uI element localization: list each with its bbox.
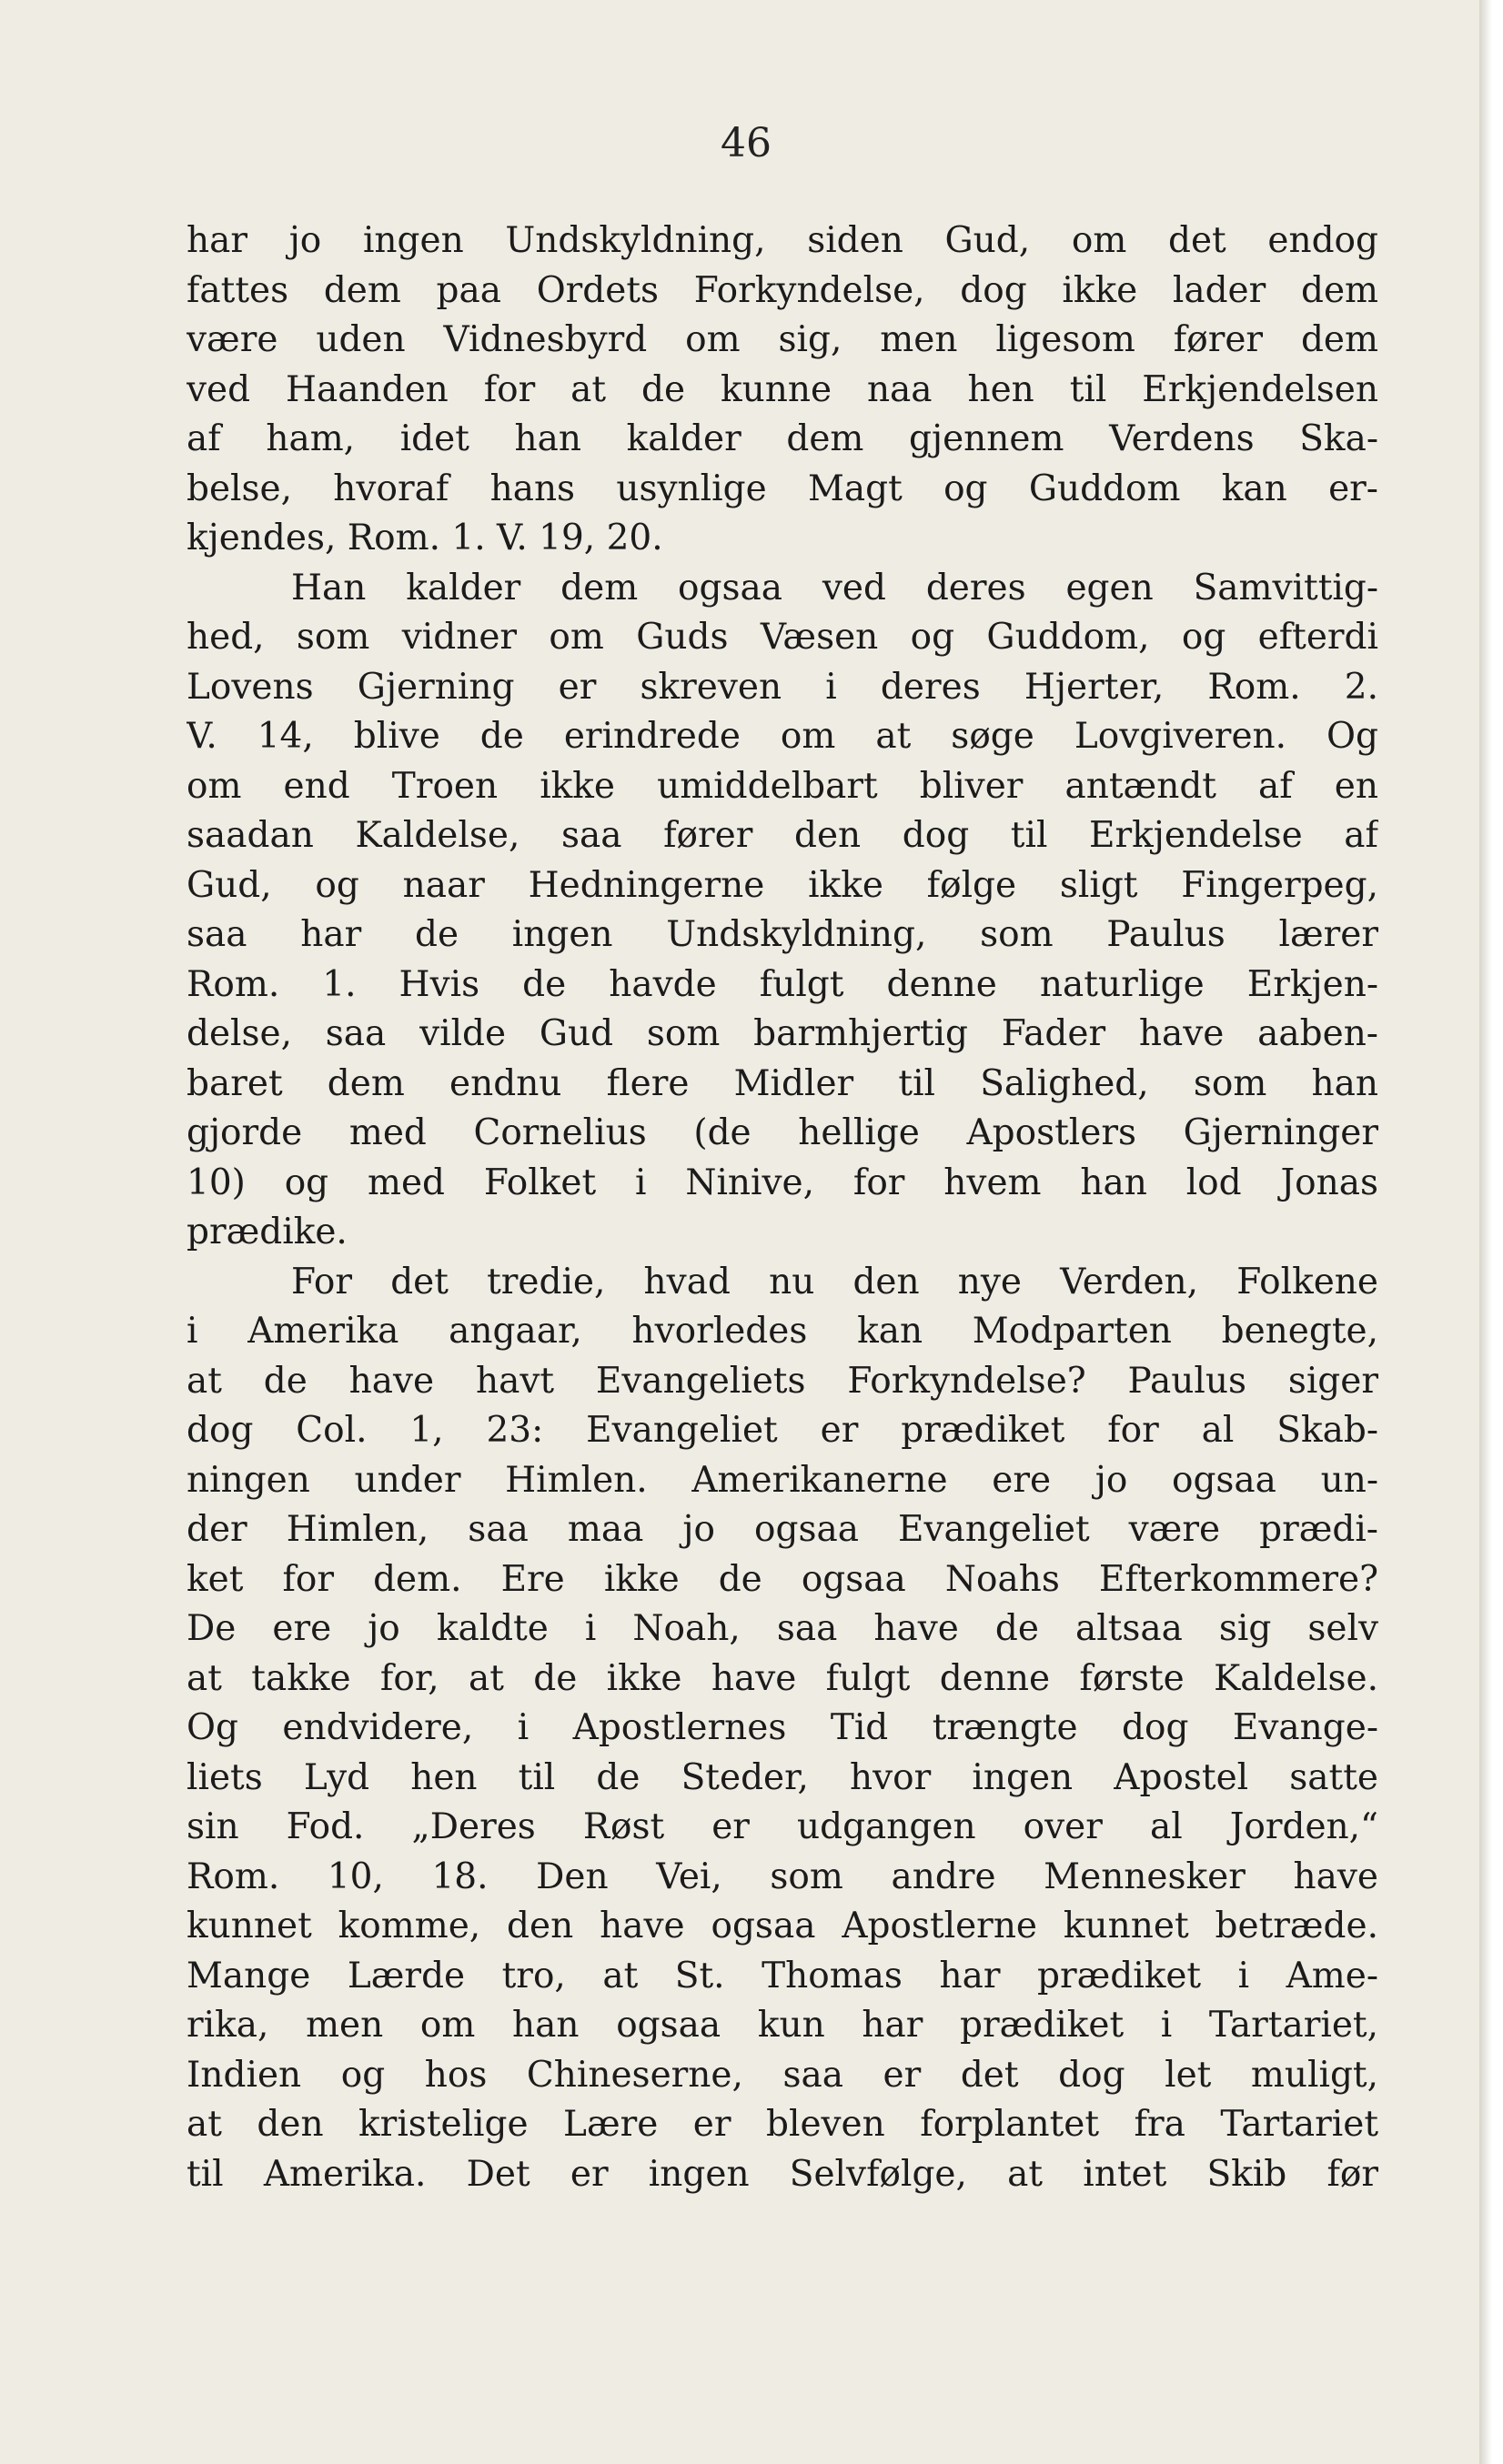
text-line-19: gjorde med Cornelius (de hellige Apostlers Gjerninger <box>187 1112 1378 1153</box>
text-line-9: hed, som vidner om Guds Væsen og Guddom, og efterdi <box>187 617 1378 658</box>
text-line-31: Og endvidere, i Apostlernes Tid trængte dog Evange- <box>187 1707 1378 1748</box>
text-line-27: der Himlen, saa maa jo ogsaa Evangeliet være prædi- <box>187 1509 1378 1550</box>
text-line-22: For det tredie, hvad nu den nye Verden, Folkene <box>291 1261 1378 1302</box>
text-line-34: Rom. 10, 18. Den Vei, som andre Mennesker have <box>187 1856 1378 1897</box>
text-line-8: Han kalder dem ogsaa ved deres egen Samvittig- <box>291 567 1378 608</box>
text-line-10: Lovens Gjerning er skreven i deres Hjerter, Rom. 2. <box>187 666 1378 708</box>
text-line-17: delse, saa vilde Gud som barmhjertig Fader have aaben- <box>187 1013 1378 1054</box>
text-line-21: prædike. <box>187 1212 348 1252</box>
text-line-13: saadan Kaldelse, saa fører den dog til Erkjendelse af <box>187 815 1378 856</box>
page-number: 46 <box>721 120 772 166</box>
text-line-33: sin Fod. „Deres Røst er udgangen over al Jorden,“ <box>187 1806 1378 1847</box>
text-line-37: rika, men om han ogsaa kun har prædiket i Tartariet, <box>187 2005 1378 2046</box>
text-line-20: 10) og med Folket i Ninive, for hvem han lod Jonas <box>187 1162 1378 1203</box>
text-line-39: at den kristelige Lære er bleven forplantet fra Tartariet <box>187 2104 1378 2145</box>
text-line-6: belse, hvoraf hans usynlige Magt og Guddom kan er- <box>187 468 1378 509</box>
text-line-16: Rom. 1. Hvis de havde fulgt denne naturlige Erkjen- <box>187 963 1378 1005</box>
text-line-11: V. 14, blive de erindrede om at søge Lovgiveren. Og <box>187 716 1378 757</box>
text-line-4: ved Haanden for at de kunne naa hen til Erkjendelsen <box>187 368 1378 410</box>
text-line-7: kjendes, Rom. 1. V. 19, 20. <box>187 518 663 558</box>
body-text <box>187 216 1378 2199</box>
text-line-26: ningen under Himlen. Amerikanerne ere jo ogsaa un- <box>187 1459 1378 1501</box>
text-line-30: at takke for, at de ikke have fulgt denne første Kaldelse. <box>187 1657 1378 1699</box>
text-line-38: Indien og hos Chineserne, saa er det dog let muligt, <box>187 2054 1378 2096</box>
text-line-40: til Amerika. Det er ingen Selvfølge, at intet Skib før <box>187 2153 1378 2195</box>
text-line-14: Gud, og naar Hedningerne ikke følge sligt Fingerpeg, <box>187 864 1378 906</box>
text-line-25: dog Col. 1, 23: Evangeliet er prædiket for al Skab- <box>187 1410 1378 1451</box>
text-line-32: liets Lyd hen til de Steder, hvor ingen Apostel satte <box>187 1756 1378 1798</box>
text-line-12: om end Troen ikke umiddelbart bliver antændt af en <box>187 765 1378 807</box>
text-line-3: være uden Vidnesbyrd om sig, men ligesom fører dem <box>187 319 1378 360</box>
text-line-28: ket for dem. Ere ikke de ogsaa Noahs Efterkommere? <box>187 1558 1378 1600</box>
text-line-35: kunnet komme, den have ogsaa Apostlerne kunnet betræde. <box>187 1906 1378 1946</box>
text-line-1: har jo ingen Undskyldning, siden Gud, om det endog <box>187 220 1378 261</box>
text-line-36: Mange Lærde tro, at St. Thomas har prædiket i Ame- <box>187 1955 1378 1996</box>
text-line-29: De ere jo kaldte i Noah, saa have de altsaa sig selv <box>187 1608 1378 1649</box>
page-edge <box>1479 0 1492 2464</box>
text-line-23: i Amerika angaar, hvorledes kan Modparten benegte, <box>187 1311 1378 1352</box>
text-line-15: saa har de ingen Undskyldning, som Paulus lærer <box>187 914 1378 955</box>
text-line-5: af ham, idet han kalder dem gjennem Verdens Ska- <box>187 418 1378 459</box>
text-line-2: fattes dem paa Ordets Forkyndelse, dog ikke lader dem <box>187 269 1378 311</box>
text-line-24: at de have havt Evangeliets Forkyndelse? Paulus siger <box>187 1360 1378 1402</box>
text-line-18: baret dem endnu flere Midler til Salighed, som han <box>187 1062 1378 1104</box>
